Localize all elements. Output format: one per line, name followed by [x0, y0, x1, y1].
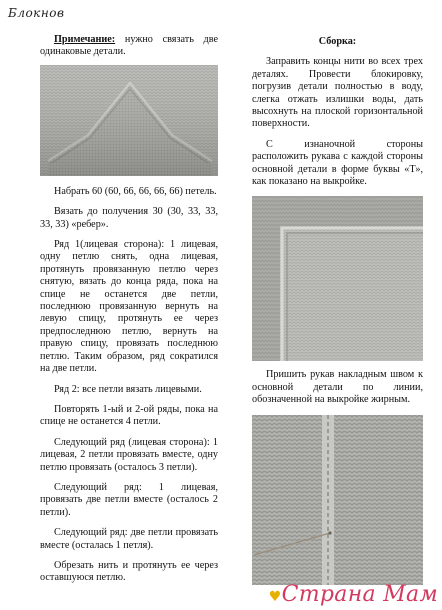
seam-image: [252, 415, 423, 585]
sleeve-placement-photo: [252, 196, 423, 361]
brand-logo: Блокнов: [8, 6, 65, 20]
next-row-paragraph-2: Следующий ряд: 1 лицевая, провязать две петли вместе (осталось 2 петли).: [40, 481, 218, 518]
note-label: Примечание:: [54, 34, 116, 45]
right-column: [252, 36, 423, 585]
repeat-paragraph: Повторять 1-ый и 2-ой ряды, пока на спице не останется 4 петли.: [40, 403, 218, 428]
sleeve-placement-image: [252, 196, 423, 361]
next-row-paragraph-3: Следующий ряд: две петли провязать вместе (осталась 1 петля).: [40, 527, 218, 551]
assembly-paragraph-3: Пришить рукав накладным швом к основной детали по линии, обозначенной на выкройке жирным.: [252, 369, 423, 406]
seam-photo: [252, 415, 423, 585]
row-two-paragraph: Ряд 2: все петли вязать лицевыми.: [54, 383, 202, 395]
row-one-paragraph: Ряд 1(лицевая сторона): 1 лицевая, одну петлю снять, одна лицевая, протянуть провязанную петлю через снятую, вязать до конца ряда, пока на спице не останется две петли, последнюю провязанную вернуть на левую спицу, протянуть ее через предпоследнюю петлю, вернуть на правую спицу, провязать последнюю петлю. Таким образом, ряд сократился на две петли.: [40, 239, 218, 375]
next-row-paragraph-1: Следующий ряд (лицевая сторона): 1 лицевая, 2 петли провязать вместе, одну петлю провязать (осталось 3 петли).: [40, 436, 218, 473]
assembly-heading: Сборка:: [318, 36, 357, 47]
note-paragraph: [40, 34, 218, 59]
finish-paragraph: Обрезать нить и протянуть ее через оставшуюся петлю.: [40, 559, 218, 584]
knitted-triangle-image: [40, 65, 218, 176]
knitted-triangle-photo: [40, 65, 218, 176]
left-column: [40, 34, 218, 585]
note-text: нужно связать две одинаковые детали.: [40, 34, 218, 58]
cast-on-paragraph: Набрать 60 (60, 66, 66, 66, 66) петель.: [54, 185, 217, 197]
ridges-paragraph: Вязать до получения 30 (30, 33, 33, 33, 33) «ребер».: [40, 206, 218, 230]
assembly-paragraph-2: С изнаночной стороны расположить рукава с каждой стороны основной детали в форме буквы «Т», как показано на выкройке.: [252, 138, 423, 188]
heart-icon: ♥: [268, 589, 282, 605]
assembly-paragraph-1: Заправить концы нити во всех трех деталях. Провести блокировку, погрузив детали полностью в воду, слегка отжать излишки воды, дать высохнуть на плоской горизонтальной поверхности.: [252, 56, 423, 130]
watermark: ♥Страна Мам: [268, 582, 438, 607]
